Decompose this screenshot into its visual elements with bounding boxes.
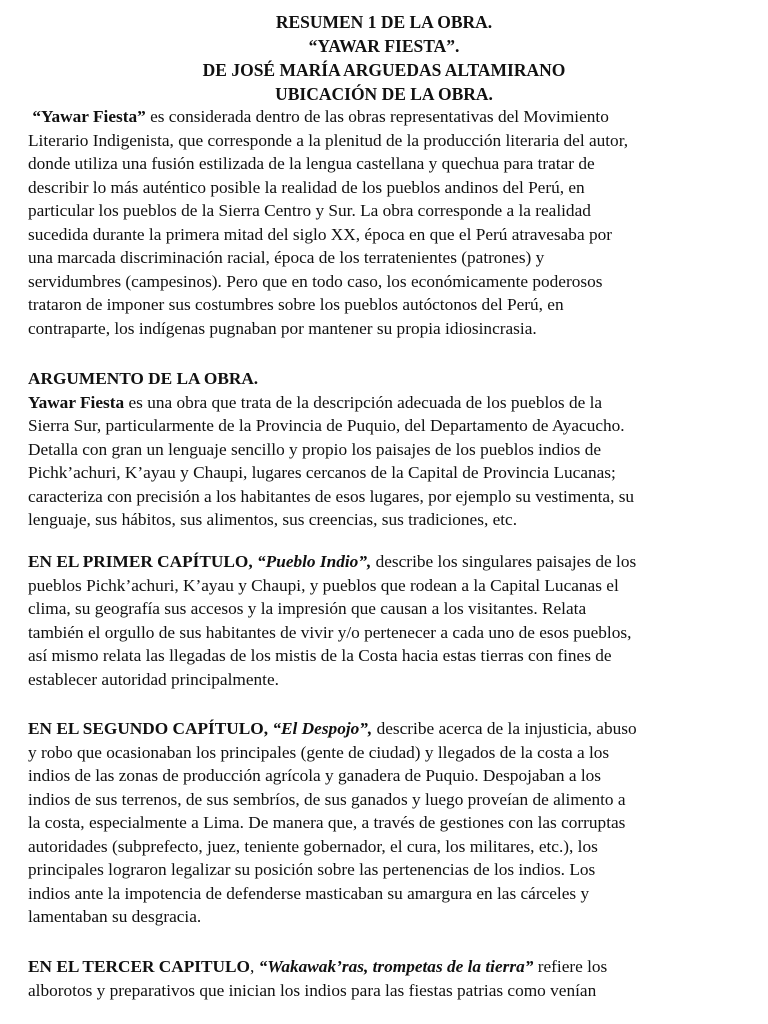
chapter-lead: EN EL SEGUNDO CAPÍTULO, [28, 719, 273, 738]
text-line: lenguaje, sus hábitos, sus alimentos, sus creencias, sus tradiciones, etc. [28, 510, 518, 529]
text-line: la costa, especialmente a Lima. De manera que, a través de gestiones con las corruptas [28, 813, 626, 832]
paragraph-capitulo-1 [28, 550, 740, 691]
text-line: pueblos Pichk’achuri, K’ayau y Chaupi, y pueblos que rodean a la Capital Lucanas el [28, 575, 619, 595]
text-line: clima, su geografía sus accesos y la impresión que causan a los visitantes. Relata [28, 599, 587, 618]
text-line: también el orgullo de sus habitantes de vivir y/o pertenecer a cada uno de esos pueblos, [28, 622, 632, 642]
text-line: sucedida durante la primera mitad del siglo XX, época en que el Perú atravesaba por [28, 224, 612, 244]
section-heading-ubicacion: UBICACIÓN DE LA OBRA. [275, 84, 493, 104]
text-line: una marcada discriminación racial, época de los terratenientes (patrones) y [28, 248, 545, 267]
text-line: describir lo más auténtico posible la realidad de los pueblos andinos del Perú, en [28, 177, 585, 197]
text-line: y robo que ocasionaban los principales (gente de ciudad) y llegados de la costa a los [28, 742, 610, 762]
document-title: RESUMEN 1 DE LA OBRA. [275, 12, 493, 32]
text-line: donde utiliza una fusión estilizada de la lengua castellana y quechua para tratar de [28, 154, 595, 173]
text-line: autoridades (subprefecto, juez, teniente gobernador, el cura, los militares, etc.), los [28, 836, 598, 856]
paragraph-ubicacion [28, 105, 740, 340]
text-line: Yawar Fiesta es una obra que trata de la descripción adecuada de los pueblos de la [28, 392, 603, 412]
text-line: EN EL TERCER CAPITULO, “Wakawak’ras, trompetas de la tierra” refiere los [28, 957, 608, 976]
section-heading-argumento: ARGUMENTO DE LA OBRA. [28, 369, 259, 388]
chapter-title: “Pueblo Indio”, [257, 552, 372, 571]
paragraph-capitulo-2 [28, 717, 740, 929]
paragraph-capitulo-3 [28, 955, 740, 1002]
text-line: Sierra Sur, particularmente de la Provincia de Puquio, del Departamento de Ayacucho. [28, 416, 625, 435]
inline-bold-title: Yawar Fiesta [28, 392, 125, 412]
text-line: Detalla con gran un lenguaje sencillo y propio los paisajes de los pueblos indios de [28, 439, 602, 459]
text-line: así mismo relata las llegadas de los mistis de la Costa hacia estas tierras con fines de [28, 646, 612, 665]
text-line: alborotos y preparativos que inician los indios para las fiestas patrias como venían [28, 980, 597, 1000]
text-line: caracteriza con precisión a los habitantes de esos lugares, por ejemplo su vestimenta, su [28, 486, 635, 506]
text-line: servidumbres (campesinos). Pero que en todo caso, los económicamente poderosos [28, 271, 603, 291]
text-line: trataron de imponer sus costumbres sobre los pueblos autóctonos del Perú, en [28, 295, 564, 314]
text-line: particular los pueblos de la Sierra Centro y Sur. La obra corresponde a la realidad [28, 201, 591, 220]
text-line: EN EL PRIMER CAPÍTULO, “Pueblo Indio”, describe los singulares paisajes de los [28, 552, 637, 571]
chapter-lead: EN EL TERCER CAPITULO [28, 957, 250, 976]
text-line: principales lograron legalizar su posición sobre las pertenencias de los indios. Los [28, 860, 596, 879]
chapter-lead: EN EL PRIMER CAPÍTULO, [28, 552, 258, 571]
author-line: DE JOSÉ MARÍA ARGUEDAS ALTAMIRANO [202, 60, 566, 80]
text-line: indios de sus terrenos, de sus sembríos, de sus ganados y luego proveían de alimento a [28, 789, 626, 809]
chapter-title: “El Despojo”, [272, 719, 373, 738]
text-line: EN EL SEGUNDO CAPÍTULO, “El Despojo”, describe acerca de la injusticia, abuso [28, 719, 637, 738]
work-title: “YAWAR FIESTA”. [308, 36, 460, 56]
text-line: lamentaban su desgracia. [28, 907, 202, 926]
text-line: “Yawar Fiesta” es considerada dentro de las obras representativas del Movimiento [32, 107, 609, 126]
text-line: Literario Indigenista, que corresponde a la plenitud de la producción literaria del autor, [28, 130, 629, 150]
paragraph-argumento [28, 367, 740, 532]
text-line: contraparte, los indígenas pugnaban por mantener su propia idiosincrasia. [28, 318, 537, 338]
text-line: establecer autoridad principalmente. [28, 669, 279, 689]
inline-bold-title: “Yawar Fiesta” [32, 107, 146, 126]
text-line: Pichk’achuri, K’ayau y Chaupi, lugares cercanos de la Capital de Provincia Lucanas; [28, 463, 616, 482]
text-line: indios ante la impotencia de defenderse masticaban su amargura en las cárceles y [28, 883, 590, 903]
chapter-title: “Wakawak’ras, trompetas de la tierra” [258, 957, 534, 976]
text-line: indios de las zonas de producción agrícola y ganadera de Puquio. Despojaban a los [28, 766, 601, 785]
